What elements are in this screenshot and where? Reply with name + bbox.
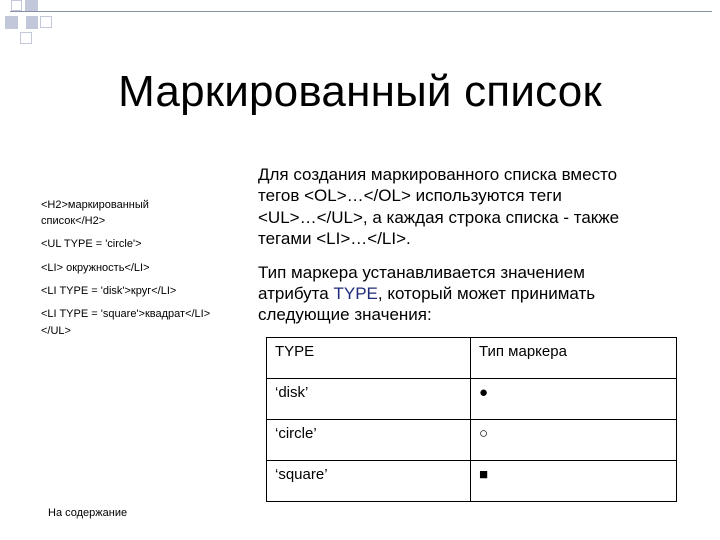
type-value-cell: ‘square’ [267,461,471,502]
table-row [267,420,677,461]
type-description-line [258,283,658,304]
type-value-cell: ‘disk’ [267,379,471,420]
text-fragment: , который может принимать [377,284,596,303]
code-line: список</H2> [41,215,106,227]
header-rule [10,11,712,12]
attribute-name: TYPE [333,284,378,303]
table-header-cell: Тип маркера [471,338,677,379]
deco-square-filled [5,16,18,29]
table-row [267,461,677,502]
slide-title: Маркированный список [118,67,602,116]
code-line: </UL> [41,325,71,337]
code-line: <LI TYPE = 'square'>квадрат</LI> [41,308,211,320]
code-line: <UL TYPE = 'circle'> [41,238,142,250]
code-line: <LI> окружность</LI> [41,262,150,274]
type-description-line: следующие значения: [258,305,432,324]
disc-marker-icon: ● [471,379,677,420]
type-description-line: Тип маркера устанавливается значением [258,263,585,282]
table-header-row [267,338,677,379]
deco-square [11,0,22,11]
type-value-cell: ‘circle’ [267,420,471,461]
deco-square [20,32,32,44]
table-row [267,379,677,420]
contents-link[interactable]: На содержание [48,507,128,519]
code-line: <LI TYPE = 'disk'>круг</LI> [41,285,177,297]
table-header-cell: TYPE [267,338,471,379]
deco-square-filled [25,0,38,11]
deco-square [40,16,52,28]
code-line: <H2>маркированный [41,199,149,211]
text-fragment: атрибута [258,284,334,303]
circle-marker-icon: ○ [471,420,677,461]
description-line: тегов <OL>…</OL> используются теги [258,186,562,205]
square-marker-icon: ■ [471,461,677,502]
description-line: <UL>…</UL>, а каждая строка списка - также [258,208,620,227]
deco-square-filled [26,16,38,29]
description-line: тегами <LI>…</LI>. [258,229,411,248]
marker-type-table [266,337,677,502]
description-line: Для создания маркированного списка вместо [258,165,618,184]
